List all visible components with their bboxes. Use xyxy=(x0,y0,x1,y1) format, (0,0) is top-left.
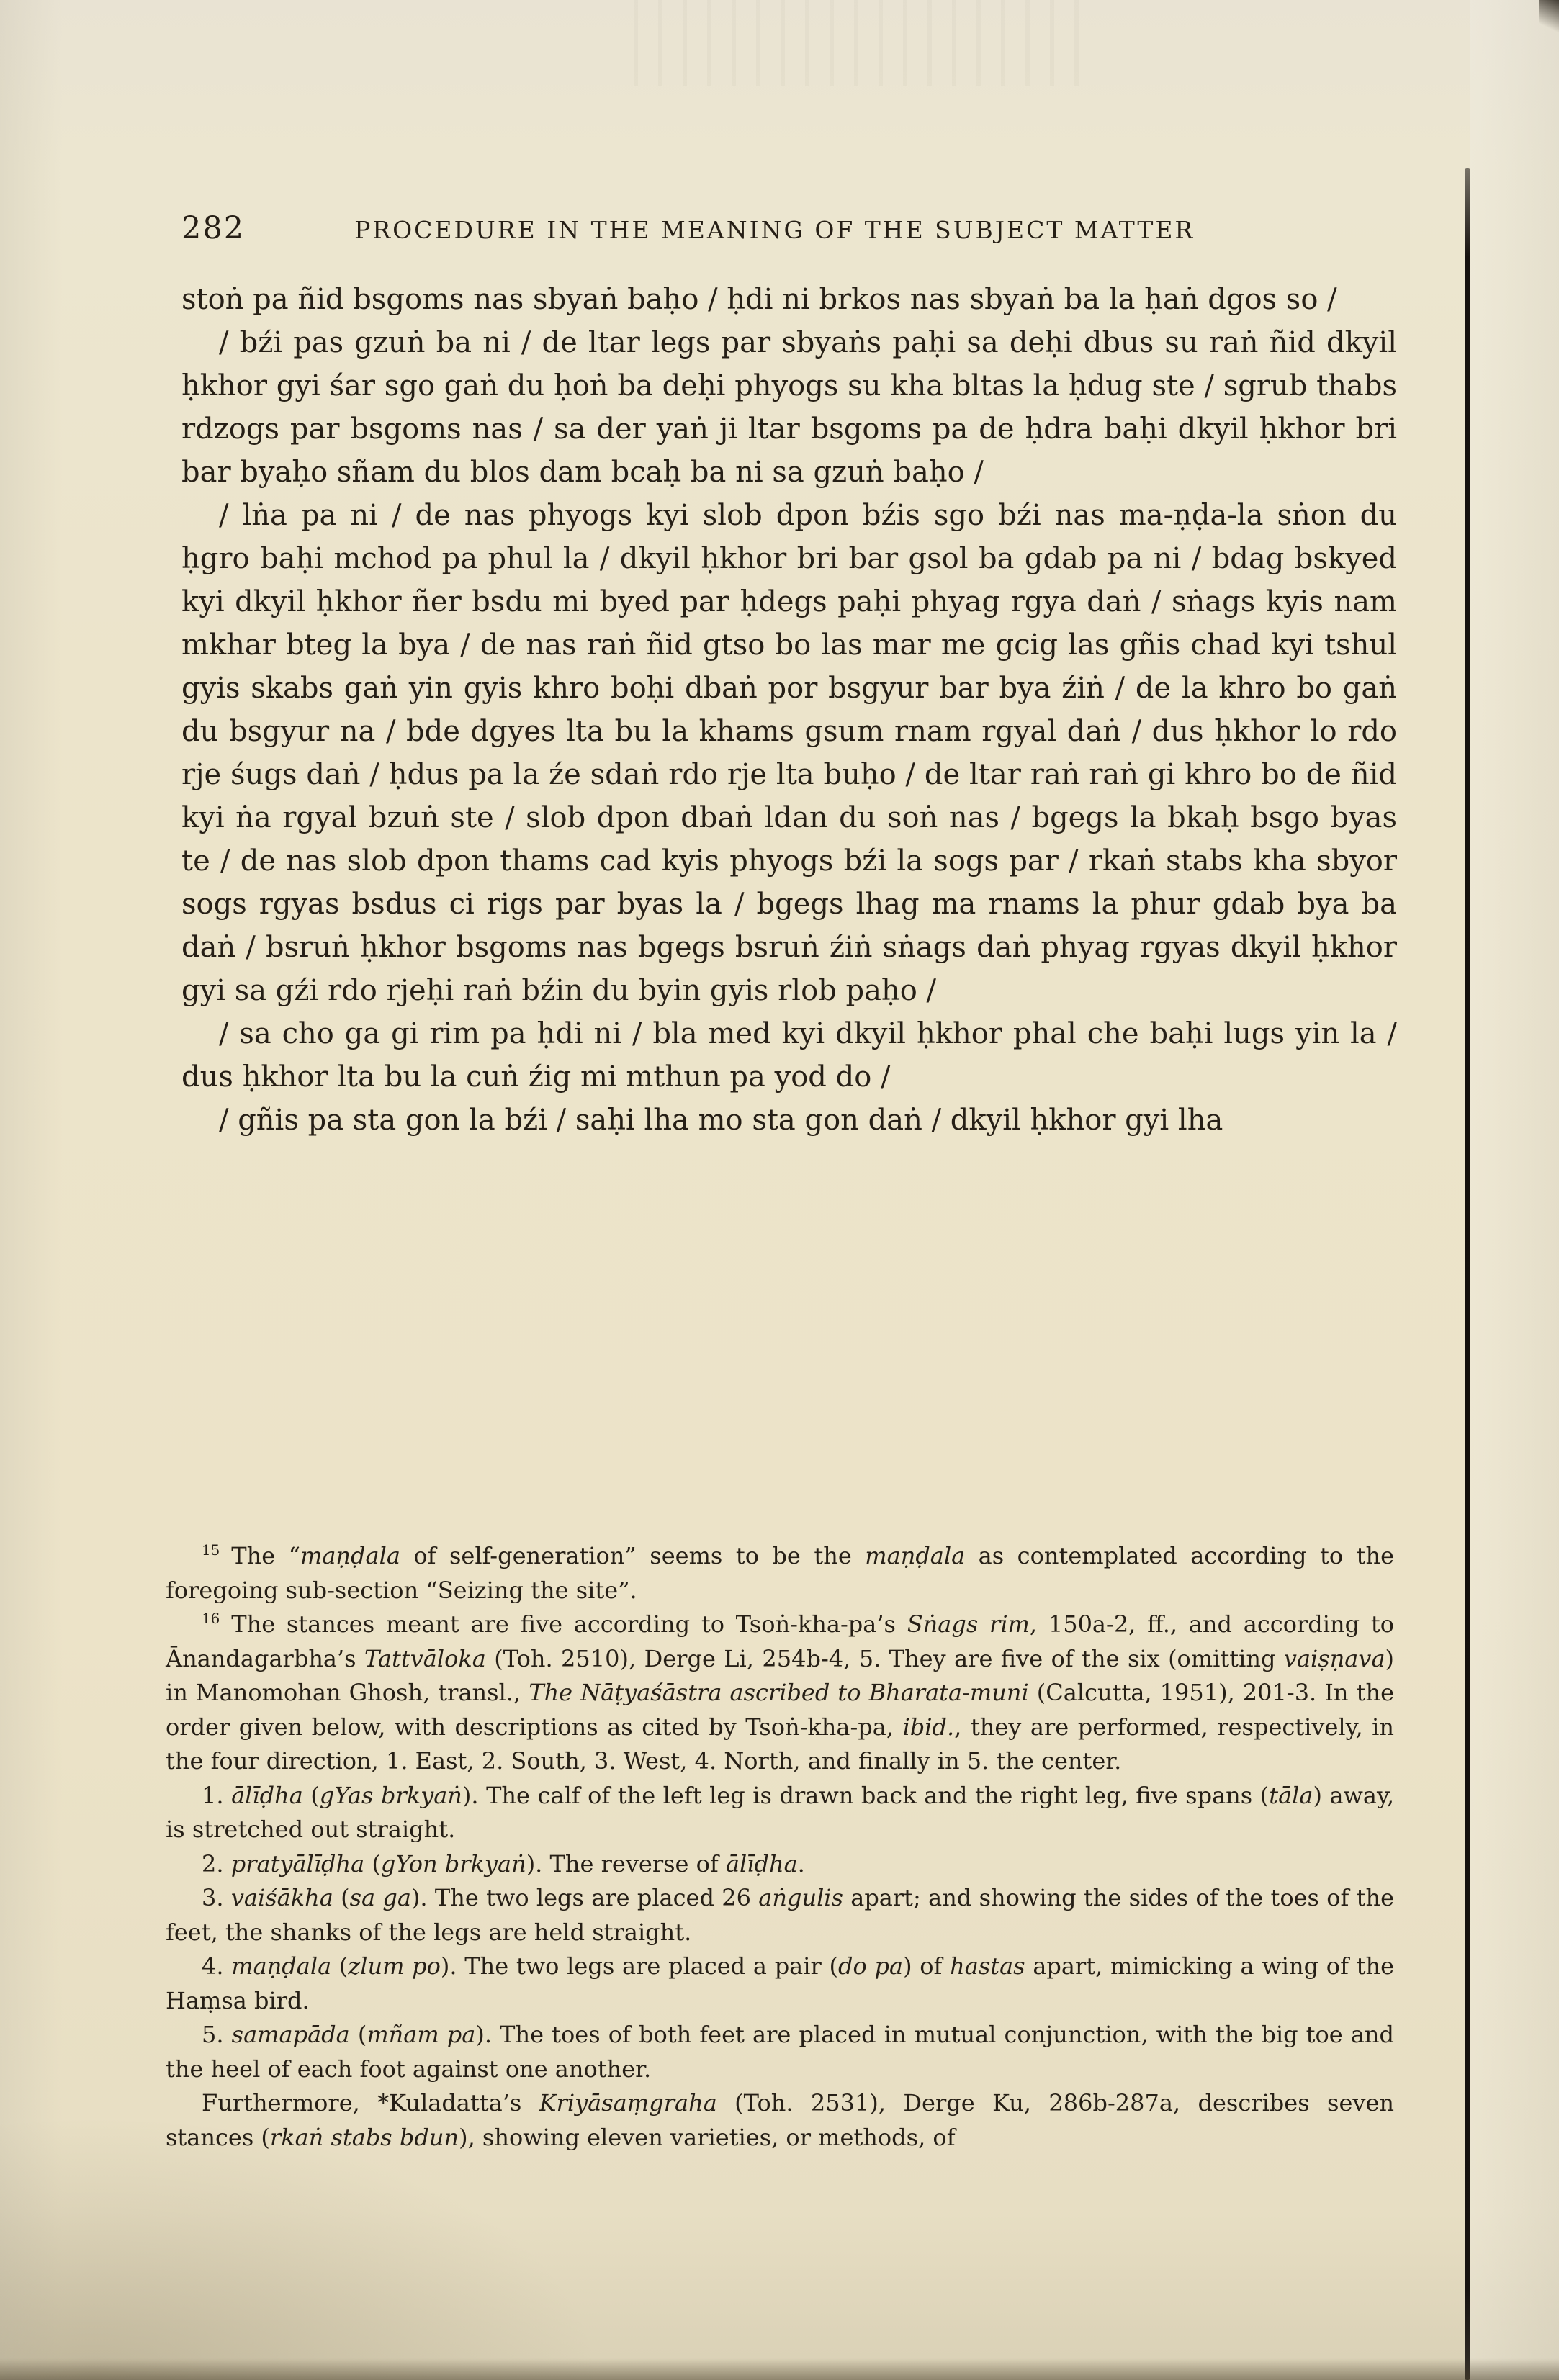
footnote-term-italic: gYon brkyaṅ xyxy=(380,1849,526,1878)
footnote-term-italic: maṇḍala xyxy=(300,1542,400,1569)
footnote-text: 4. xyxy=(202,1952,232,1980)
body-paragraph: / lṅa pa ni / de nas phyogs kyi slob dpon bźis sgo bźi nas ma-ṇḍa-la sṅon du ḥgro baḥi mchod pa phul la / dkyil ḥkhor bri bar gsol ba gdab pa ni / bdag bskyed kyi dkyil ḥkhor ñer bsdu mi byed par ḥdegs paḥi phyag rgya daṅ / sṅags kyis nam mkhar bteg la bya / de nas raṅ ñid gtso bo las mar me gcig las gñis chad kyi tshul gyis skabs gaṅ yin gyis khro boḥi dbaṅ por bsgyur bar bya źiṅ / de la khro bo gaṅ du bsgyur na / bde dgyes lta bu la khams gsum rnam rgyal daṅ / dus ḥkhor lo rdo rje śugs daṅ / ḥdus pa la źe sdaṅ rdo rje lta buḥo / de ltar raṅ raṅ gi khro bo de ñid kyi ṅa rgyal bzuṅ ste / slob dpon dbaṅ ldan du soṅ nas / bgegs la bkaḥ bsgo byas te / de nas slob dpon thams cad kyis phyogs bźi la sogs par / rkaṅ stabs kha sbyor sogs rgyas bsdus ci rigs par byas la / bgegs lhag ma rnams la phur gdab bya ba daṅ / bsruṅ ḥkhor bsgoms nas bgegs bsruṅ źiṅ sṅags daṅ phyag rgyas dkyil ḥkhor gyi sa gźi rdo rjeḥi raṅ bźin du byin gyis rlob paḥo / xyxy=(181,499,1397,1007)
footnote-term-italic: do pa xyxy=(838,1952,904,1980)
footnote-text: ( xyxy=(331,1952,349,1980)
footnote-text: 1. xyxy=(202,1781,232,1809)
footnote-term-italic: maṇḍala xyxy=(865,1542,966,1569)
footnote-term-italic: mñam pa xyxy=(367,2021,476,2048)
footnotes xyxy=(166,1539,1394,2155)
page-header xyxy=(181,210,1397,246)
running-head: PROCEDURE IN THE MEANING OF THE SUBJECT MATTER xyxy=(354,216,1195,244)
scan-binding-line xyxy=(1465,168,1470,2380)
body-paragraph: / sa cho ga gi rim pa ḥdi ni / bla med kyi dkyil ḥkhor phal che baḥi lugs yin la / dus ḥkhor lta bu la cuṅ źig mi mthun pa yod do / xyxy=(181,1017,1397,1094)
footnote-term-italic: vaiṣṇava xyxy=(1283,1644,1385,1672)
footnote-term-italic: zlum po xyxy=(348,1952,441,1980)
footnote-text: ( xyxy=(302,1781,320,1809)
footnote-term-italic: sa ga xyxy=(349,1884,411,1911)
footnote-term-italic: tāla xyxy=(1269,1781,1313,1809)
footnote-term-italic: aṅgulis xyxy=(758,1884,843,1911)
footnote-text: of self-generation” seems to be the xyxy=(400,1542,866,1569)
body-paragraph: / bźi pas gzuṅ ba ni / de ltar legs par sbyaṅs paḥi sa deḥi dbus su raṅ ñid dkyil ḥkhor gyi śar sgo gaṅ du ḥoṅ ba deḥi phyogs su kha bltas la ḥdug ste / sgrub thabs rdzogs par bsgoms nas / sa der yaṅ ji ltar bsgoms pa de ḥdra baḥi dkyil ḥkhor bri bar byaḥo sñam du blos dam bcaḥ ba ni sa gzuṅ baḥo / xyxy=(181,326,1397,489)
footnote-text: 2. xyxy=(202,1849,231,1878)
footnote-text: as contemplated according to the foregoing sub-section “Seizing the site”. xyxy=(166,1542,1395,1604)
footnote-paragraph xyxy=(166,1779,1394,1847)
footnote-term-italic: The Nāṭyaśāstra ascribed to Bharata-muni xyxy=(529,1679,1029,1706)
footnote-text: ). The two legs are placed 26 xyxy=(410,1884,759,1911)
footnote-paragraph xyxy=(166,2086,1394,2155)
footnote-term-italic: gYas brkyaṅ xyxy=(319,1781,462,1809)
footnote-text: The “ xyxy=(231,1542,300,1569)
footnote-text: , they are performed, respectively, in the four direction, 1. East, 2. South, 3. West, 4. North, and finally in 5. the center. xyxy=(166,1713,1395,1775)
footnote-number: 16 xyxy=(202,1610,220,1628)
footnote-term-italic: ibid. xyxy=(902,1713,955,1741)
footnote-text: (Toh. 2510), Derge Li, 254b-4, 5. They are five of the six (omitting xyxy=(485,1644,1284,1672)
footnote-text: , 150a-2, ff., and according to Ānandagarbha’s xyxy=(166,1610,1394,1672)
footnote-text: 3. xyxy=(202,1884,231,1911)
footnote-term-italic: hastas xyxy=(950,1952,1025,1980)
footnote-text: ). The calf of the left leg is drawn back and the right leg, five spans ( xyxy=(462,1781,1270,1809)
footnote-paragraph xyxy=(166,1608,1394,1779)
footnote-text: 5. xyxy=(202,2021,232,2048)
body-paragraph: / gñis pa sta gon la bźi / saḥi lha mo sta gon daṅ / dkyil ḥkhor gyi lha xyxy=(219,1104,1223,1137)
footnote-paragraph xyxy=(166,1881,1394,1949)
footnote-text: Furthermore, *Kuladatta’s xyxy=(202,2089,539,2117)
footnote-paragraph xyxy=(166,1949,1394,2018)
scan-corner-mark xyxy=(1539,0,1559,35)
footnote-text: ) of xyxy=(903,1952,951,1980)
footnote-term-italic: vaiśākha xyxy=(230,1884,333,1911)
footnote-paragraph xyxy=(166,1847,1394,1882)
footnote-text: ( xyxy=(349,2021,367,2048)
footnote-text: ) in Manomohan Ghosh, transl., xyxy=(166,1644,1395,1706)
page-bottom-shadow xyxy=(0,2358,1559,2380)
footnote-term-italic: samapāda xyxy=(231,2021,350,2048)
footnote-text: ). The reverse of xyxy=(526,1849,726,1878)
footnote-text: The stances meant are five according to Tsoṅ-kha-pa’s xyxy=(231,1610,907,1638)
body-paragraph: stoṅ pa ñid bsgoms nas sbyaṅ baḥo / ḥdi ni brkos nas sbyaṅ ba la ḥaṅ dgos so / xyxy=(181,283,1337,316)
scan-streaks-artifact xyxy=(634,0,1080,86)
footnote-text: ( xyxy=(364,1849,381,1878)
footnote-text: apart, mimicking a wing of the Haṃsa bird. xyxy=(166,1952,1395,2014)
footnote-text: ) away, is stretched out straight. xyxy=(166,1781,1395,1843)
page-right-edge xyxy=(1470,0,1559,2380)
footnote-text: . xyxy=(797,1849,805,1878)
footnote-text: ). The two legs are placed a pair ( xyxy=(440,1952,839,1980)
footnote-text: ). The toes of both feet are placed in mutual conjunction, with the big toe and the heel of each foot against one another. xyxy=(166,2021,1395,2083)
footnote-term-italic: ālīḍha xyxy=(725,1849,798,1878)
page-number: 282 xyxy=(181,210,246,246)
footnote-number: 15 xyxy=(202,1542,220,1559)
footnote-term-italic: Sṅags rim xyxy=(907,1610,1030,1638)
footnote-term-italic: Kriyāsaṃgraha xyxy=(539,2089,717,2117)
footnote-paragraph xyxy=(166,2018,1394,2086)
footnote-text: ( xyxy=(333,1884,350,1911)
footnote-text: apart; and showing the sides of the toes of the feet, the shanks of the legs are held straight. xyxy=(166,1884,1395,1946)
footnote-paragraph xyxy=(166,1539,1394,1608)
footnote-text: (Toh. 2531), Derge Ku, 286b-287a, describes seven stances ( xyxy=(166,2089,1395,2151)
footnote-term-italic: rkaṅ stabs bdun xyxy=(269,2123,459,2151)
footnote-term-italic: pratyālīḍha xyxy=(230,1849,365,1878)
footnote-term-italic: Tattvāloka xyxy=(364,1644,486,1672)
footnote-term-italic: maṇḍala xyxy=(231,1952,332,1980)
body-text xyxy=(181,278,1397,1142)
footnote-text: ), showing eleven varieties, or methods, of xyxy=(459,2123,956,2151)
footnote-term-italic: ālīḍha xyxy=(231,1781,303,1809)
footnote-text: (Calcutta, 1951), 201-3. In the order given below, with descriptions as cited by Tsoṅ-kha-pa, xyxy=(166,1679,1395,1741)
